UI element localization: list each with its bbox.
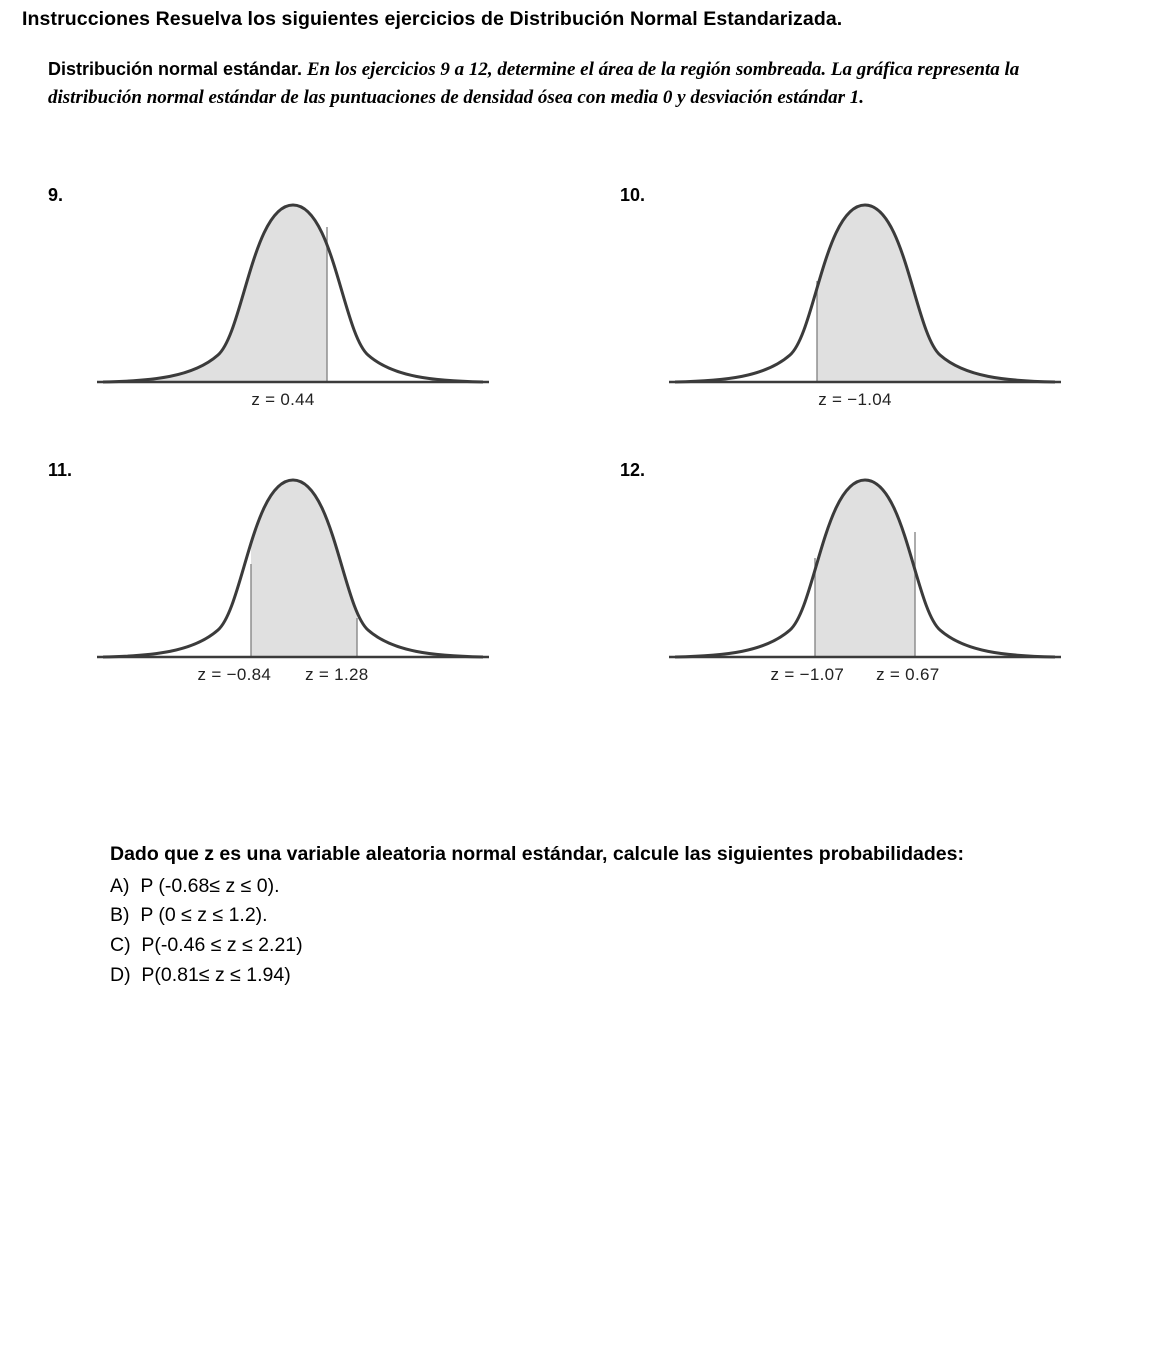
intro-lead: Distribución normal estándar. [48, 59, 303, 79]
page-title: Instrucciones Resuelva los siguientes ejercicios de Distribución Normal Estandarizada. [22, 8, 843, 30]
figure-11-labels [48, 665, 518, 685]
figure-11 [48, 460, 518, 695]
question-heading: Dado que z es una variable aleatoria normal estándar, calcule las siguientes probabilidades: [110, 843, 964, 865]
figure-12-curve [665, 460, 1065, 675]
figure-11-label-2: z = 1.28 [305, 665, 369, 684]
intro-body: En los ejercicios 9 a 12, determine el área de la región sombreada. La gráfica representa la distribución normal estándar de las puntuaciones de densidad ósea con media 0 y desviación estándar 1. [48, 59, 1020, 108]
figure-10-label-1: z = −1.04 [818, 390, 892, 409]
question-option-b: B) P (0 ≤ z ≤ 1.2). [110, 904, 268, 927]
figure-10 [620, 185, 1090, 420]
intro-paragraph [48, 56, 1088, 112]
figure-9-curve [93, 185, 493, 400]
figure-11-label-1: z = −0.84 [197, 665, 272, 684]
figure-11-number: 11. [48, 460, 73, 480]
figure-12 [620, 460, 1090, 695]
question-option-a: A) P (-0.68≤ z ≤ 0). [110, 874, 280, 897]
figure-9 [48, 185, 518, 420]
figure-12-labels [620, 665, 1090, 685]
figure-12-label-1: z = −1.07 [770, 665, 845, 684]
figure-12-label-2: z = 0.67 [876, 665, 940, 684]
figure-9-label-1: z = 0.44 [251, 390, 315, 409]
question-option-d: D) P(0.81≤ z ≤ 1.94) [110, 963, 291, 986]
question-option-c: C) P(-0.46 ≤ z ≤ 2.21) [110, 933, 303, 956]
figure-11-curve [93, 460, 493, 675]
question-options [110, 872, 1115, 991]
figure-12-number: 12. [620, 460, 646, 480]
figure-10-labels [620, 390, 1090, 410]
figure-9-number: 9. [48, 185, 64, 205]
figure-10-curve [665, 185, 1065, 400]
figure-9-labels [48, 390, 518, 410]
question-block [110, 840, 1115, 990]
figure-10-number: 10. [620, 185, 646, 205]
